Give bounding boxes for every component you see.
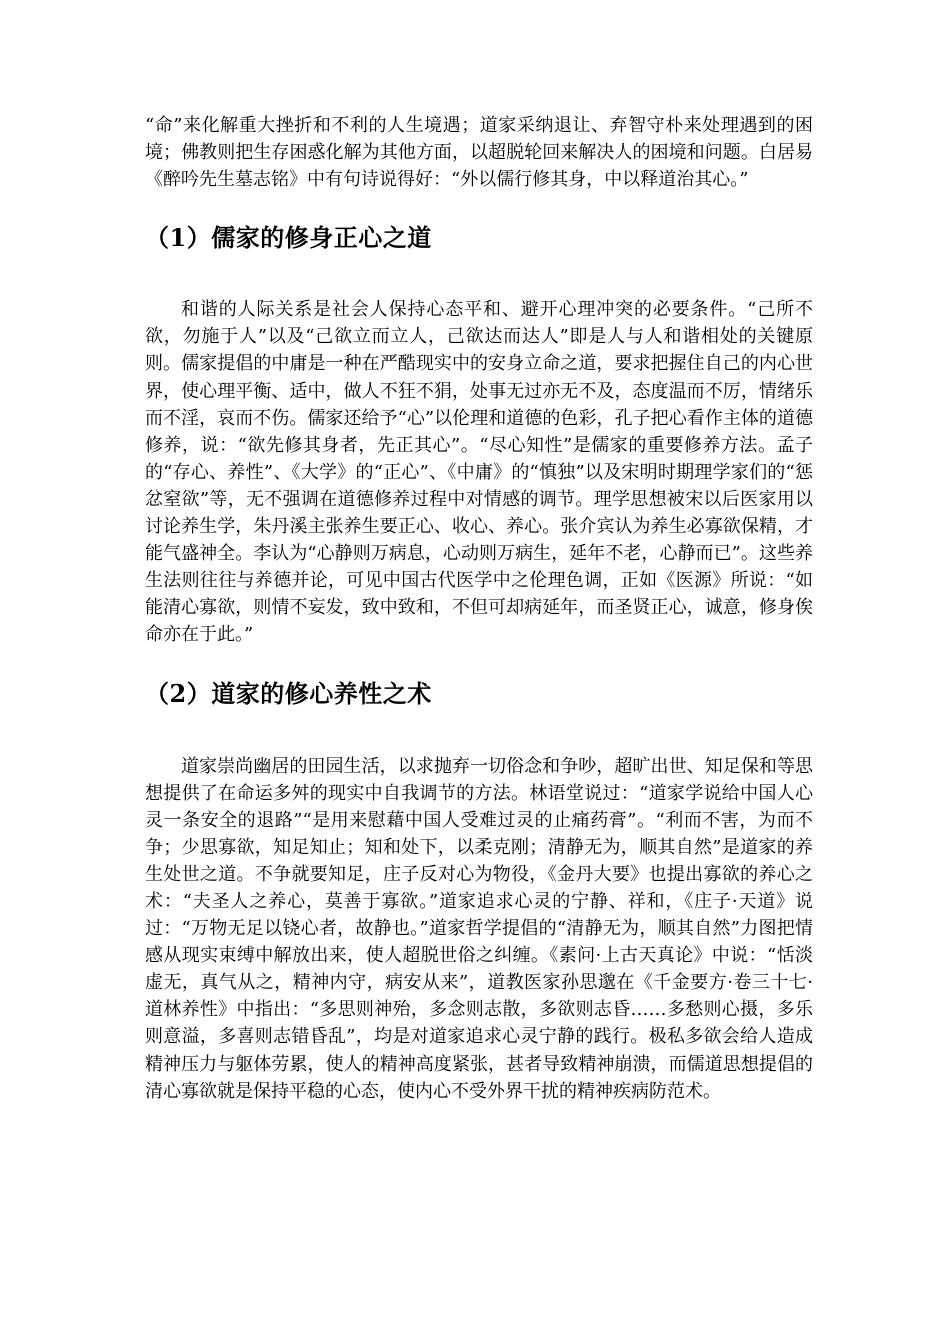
section-paragraph-taoist: 道家崇尚幽居的田园生活，以求抛弃一切俗念和争吵，超旷出世、知足保和等思想提供了在命运多舛的现实中自我调节的方法。林语堂说过：“道家学说给中国人心灵一条安全的退路”“是用来慰藉中国人受难过灵的止痛药膏”。“利而不害，为而不争；少思寡欲，知足知止；知和处下，以柔克刚；清静无为，顺其自然”是道家的养生处世之道。不争就要知足，庄子反对心为物役，《金丹大要》也提出寡欲的养心之术：“夫圣人之养心，莫善于寡欲。”道家追求心灵的宁静、祥和，《庄子·天道》说过：“万物无足以铙心者，故静也。”道家哲学提倡的“清静无为，顺其自然”力图把情感从现实束缚中解放出来，使人超脱世俗之纠缠。《素问·上古天真论》中说：“恬淡虚无，真气从之，精神内守，病安从来”，道教医家孙思邈在《千金要方·卷三十七·道林养性》中指出：“多思则神殆，多念则志散，多欲则志昏……多愁则心摄，多乐则意溢，多喜则志错昏乱”，均是对道家追求心灵宁静的践行。极私多欲会给人造成精神压力与躯体劳累，使人的精神高度紧张，甚者导致精神崩溃，而儒道思想提倡的清心寡欲就是保持平稳的心态，使内心不受外界干扰的精神疾病防范术。: [145, 755, 813, 1102]
section-paragraph-confucian: 和谐的人际关系是社会人保持心态平和、避开心理冲突的必要条件。“己所不欲，勿施于人”以及“己欲立而立人，己欲达而达人”即是人与人和谐相处的关键原则。儒家提倡的中庸是一种在严酷现实中的安身立命之道，要求把握住自己的内心世界，使心理平衡、适中，做人不狂不狷，处事无过亦无不及，态度温而不厉，情绪乐而不淫，哀而不伤。儒家还给予“心”以伦理和道德的色彩，孔子把心看作主体的道德修养，说：“欲先修其身者，先正其心”。“尽心知性”是儒家的重要修养方法。孟子的“存心、养性”、《大学》的“正心”、《中庸》的“慎独”以及宋明时期理学家们的“惩忿窒欲”等，无不强调在道德修养过程中对情感的调节。理学思想被宋以后医家用以讨论养生学，朱丹溪主张养生要正心、收心、养心。张介宾认为养生必寡欲保精，才能气盛神全。李认为“心静则万病息，心动则万病生，延年不老，心静而已”。这些养生法则往往与养德并论，可见中国古代医学中之伦理色调，正如《医源》所说：“如能清心寡欲，则情不妄发，致中致和，不但可却病延年，而圣贤正心，诚意，修身俟命亦在于此。”: [145, 299, 813, 646]
document-page: [145, 112, 813, 1105]
intro-paragraph: “命”来化解重大挫折和不利的人生境遇；道家采纳退让、弃智守朴来处理遇到的困境；佛教则把生存困惑化解为其他方面，以超脱轮回来解决人的困境和问题。白居易《醉吟先生墓志铭》中有句诗说得好：“外以儒行修其身，中以释道治其心。”: [145, 115, 813, 191]
section-heading-confucian: （1）儒家的修身正心之道: [145, 223, 432, 253]
section-heading-taoist: （2）道家的修心养性之术: [145, 678, 432, 708]
